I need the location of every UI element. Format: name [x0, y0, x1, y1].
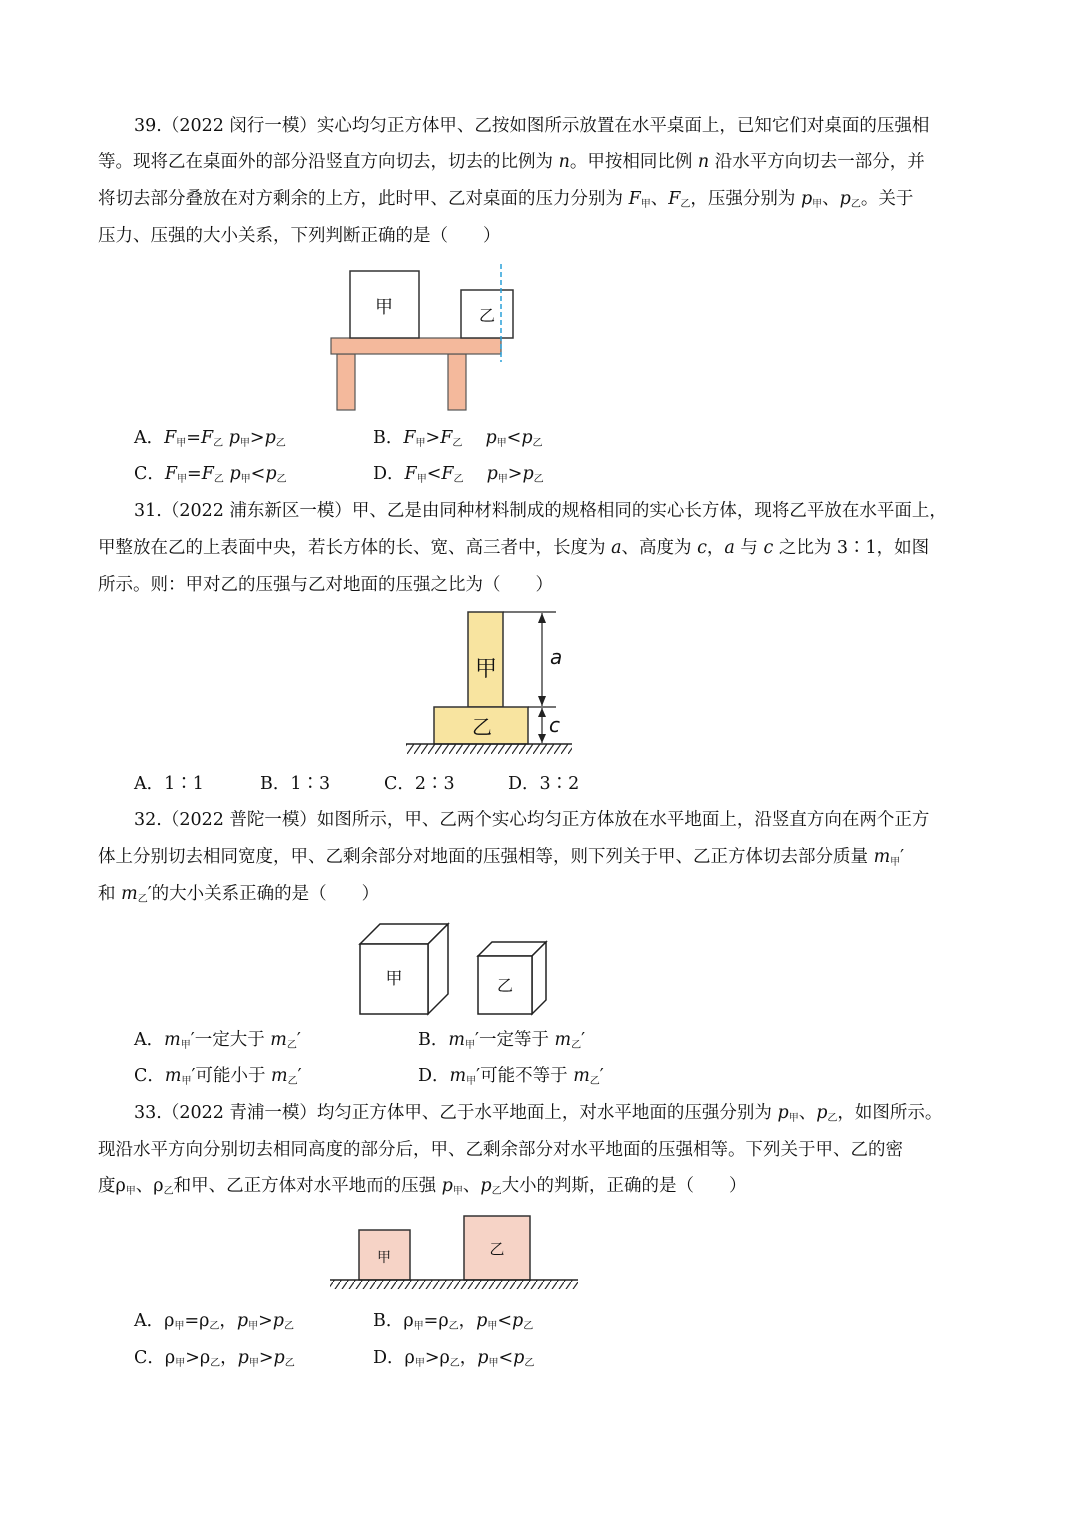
q32-text: ′的大小关系正确的是（ ）	[147, 884, 380, 904]
var-p: p	[480, 1176, 492, 1196]
cube-jia-label: 甲	[377, 1250, 391, 1266]
var-c: c	[763, 538, 774, 558]
option-text: ′一定大于	[190, 1030, 271, 1050]
var-m: m	[164, 1030, 181, 1050]
option-text: ′一定等于	[474, 1030, 555, 1050]
q32-option-c[interactable]	[134, 1064, 302, 1094]
sub-yi: 乙	[449, 1358, 460, 1369]
q32-line-3	[98, 882, 988, 912]
sub-yi: 乙	[680, 199, 691, 210]
relation: >	[258, 1311, 273, 1331]
cube-yi-label: 乙	[478, 306, 496, 325]
dim-c-label: c	[549, 713, 560, 737]
arrow-a-bottom	[538, 696, 546, 706]
q33-text: 、	[135, 1176, 154, 1196]
var-p: p	[512, 1311, 524, 1331]
sub-jia: 甲	[174, 1321, 185, 1332]
block-jia-label: 甲	[474, 657, 498, 682]
q31-text: 甲整放在乙的上表面中央，若长方体的长、宽、高三者中，长度为	[98, 538, 612, 558]
prime: ′	[599, 1066, 604, 1086]
cube-yi-label: 乙	[496, 976, 514, 995]
q33-text: 和甲、乙正方体对水平地而的压强	[173, 1176, 442, 1196]
cube-jia-label: 甲	[385, 969, 403, 989]
sub-jia: 甲	[248, 1321, 259, 1332]
q31-text: 之比为 3∶1，如图	[773, 538, 930, 558]
comma: ，	[459, 1348, 478, 1368]
option-letter: C．	[134, 464, 165, 484]
var-p: p	[521, 428, 533, 448]
sub-yi: 乙	[453, 474, 464, 485]
var-p: p	[477, 1348, 489, 1368]
q31-line-3	[98, 573, 988, 597]
var-m: m	[164, 1066, 182, 1086]
q39-header-text: 39.（2022 闵行一模）实心均匀正方体甲、乙按如图所示放置在水平桌面上，已知它们对桌面的压强相	[134, 116, 930, 136]
var-m: m	[573, 1066, 590, 1086]
sub-yi: 乙	[523, 1321, 534, 1332]
var-p: p	[441, 1176, 453, 1196]
var-F: F	[164, 464, 178, 484]
var-p: p	[486, 464, 498, 484]
sub-yi: 乙	[213, 438, 224, 449]
q39-line-3	[98, 187, 988, 217]
q32-line-1	[134, 808, 988, 832]
var-p: p	[777, 1103, 789, 1123]
q33-option-d[interactable]	[373, 1346, 534, 1376]
q39-text: 将切去部分叠放在对方剩余的上方，此时甲、乙对桌面的压力分别为	[98, 189, 629, 209]
q31-text: 与	[734, 538, 764, 558]
q32-header-text: 32.（2022 普陀一模）如图所示，甲、乙两个实心均匀正方体放在水平地面上，沿竖直方向在两个正方	[134, 810, 930, 830]
cube-jia-label: 甲	[375, 297, 393, 318]
q31-header-text: 31.（2022 浦东新区一模）甲、乙是由同种材料制成的规格相同的实心长方体，现将乙平放在水平面上，	[134, 501, 947, 521]
var-m: m	[121, 884, 138, 904]
sub-jia: 甲	[497, 474, 508, 485]
var-m: m	[270, 1030, 287, 1050]
sub-jia: 甲	[413, 1321, 424, 1332]
q39-text: 、	[650, 189, 669, 209]
var-rho: ρ	[438, 1311, 449, 1331]
q32-line-2	[98, 845, 988, 875]
sub-yi: 乙	[137, 894, 148, 905]
sub-yi: 乙	[286, 1040, 297, 1051]
var-p: p	[265, 464, 277, 484]
q31-option-b[interactable]: B．1∶3	[260, 774, 331, 794]
sub-jia: 甲	[488, 1358, 499, 1369]
arrow-c-top	[538, 708, 546, 717]
option-letter: B．	[373, 1311, 404, 1331]
q33-text: 大小的判斯，正确的是（ ）	[501, 1176, 747, 1196]
sub-yi: 乙	[491, 1186, 502, 1197]
var-p: p	[513, 1348, 525, 1368]
relation: >	[507, 464, 523, 484]
q39-text: 沿水平方向切去一部分，并	[709, 152, 925, 172]
var-m: m	[449, 1066, 467, 1086]
q32-option-d[interactable]	[418, 1064, 604, 1094]
q31-option-c[interactable]: C．2∶3	[384, 774, 455, 794]
comma: ，	[458, 1311, 477, 1331]
option-letter: A．	[134, 428, 165, 448]
sub-yi: 乙	[283, 1321, 294, 1332]
q32-option-b[interactable]	[418, 1028, 585, 1058]
var-p: p	[273, 1348, 285, 1368]
sub-jia: 甲	[180, 1040, 191, 1051]
q31-text: 所示。则：甲对乙的压强与乙对地面的压强之比为（ ）	[98, 575, 553, 595]
q39-text: 压力、压强的大小关系，下列判断正确的是（ ）	[98, 226, 501, 246]
var-p: p	[485, 428, 497, 448]
q32-text: 体上分别切去相同宽度，甲、乙剩余部分对地面的压强相等，则下列关于甲、乙正方体切去部分质量	[98, 847, 874, 867]
option-letter: D．	[373, 1348, 405, 1368]
var-p: p	[236, 1311, 249, 1331]
var-p: p	[264, 428, 276, 448]
var-a: a	[724, 538, 735, 558]
sub-jia: 甲	[176, 438, 187, 449]
var-p: p	[228, 428, 240, 448]
var-F: F	[404, 464, 417, 484]
q33-text: 、	[798, 1103, 817, 1123]
var-p: p	[522, 464, 534, 484]
var-rho: ρ	[199, 1348, 211, 1368]
q39-option-a[interactable]	[134, 426, 286, 456]
relation: >	[185, 1348, 200, 1368]
sub-jia: 甲	[496, 438, 507, 449]
prime: ′	[581, 1030, 586, 1050]
prime: ′	[296, 1030, 301, 1050]
var-F: F	[200, 428, 214, 448]
sub-jia: 甲	[487, 1321, 498, 1332]
relation: =	[184, 1311, 200, 1331]
sub-jia: 甲	[466, 1076, 477, 1087]
sub-yi: 乙	[452, 438, 463, 449]
sub-yi: 乙	[532, 438, 543, 449]
table-leg-left	[337, 354, 355, 410]
var-F: F	[201, 464, 214, 484]
var-p: p	[800, 189, 813, 209]
var-p: p	[839, 189, 851, 209]
var-rho: ρ	[153, 1176, 164, 1196]
relation: >	[424, 1348, 440, 1368]
q39-figure	[320, 258, 520, 414]
relation: <	[498, 1348, 514, 1368]
var-p: p	[237, 1348, 249, 1368]
q33-header-text: 33.（2022 青浦一模）均匀正方体甲、乙于水平地面上，对水平地面的压强分别为	[134, 1103, 778, 1123]
arrow-a-top	[538, 613, 546, 623]
q32-figure	[352, 916, 552, 1018]
option-letter: B．	[373, 428, 404, 448]
sub-yi: 乙	[275, 438, 286, 449]
q31-figure	[400, 604, 580, 756]
sub-jia: 甲	[414, 1358, 425, 1369]
cube-yi-label: 乙	[489, 1240, 505, 1258]
var-p: p	[476, 1311, 488, 1331]
sub-yi: 乙	[571, 1040, 582, 1051]
sub-jia: 甲	[239, 438, 250, 449]
q33-text: 、	[462, 1176, 481, 1196]
q31-text: ，	[706, 538, 725, 558]
option-letter: A．	[134, 1030, 165, 1050]
q31-line-2	[98, 536, 988, 560]
q39-text: 。关于	[860, 189, 914, 209]
var-p: p	[816, 1103, 828, 1123]
sub-jia: 甲	[240, 474, 251, 485]
q39-line-4	[98, 224, 988, 248]
q33-text: ，如图所示。	[837, 1103, 943, 1123]
sub-yi: 乙	[589, 1076, 600, 1087]
relation: =	[423, 1311, 439, 1331]
relation: <	[426, 464, 442, 484]
relation: =	[186, 428, 201, 448]
var-rho: ρ	[164, 1348, 176, 1368]
sub-jia: 甲	[452, 1186, 463, 1197]
option-letter: A．	[134, 1311, 165, 1331]
var-F: F	[628, 189, 641, 209]
relation: >	[249, 428, 265, 448]
sub-yi: 乙	[284, 1358, 295, 1369]
var-m: m	[271, 1066, 288, 1086]
relation: <	[250, 464, 266, 484]
var-p: p	[272, 1311, 284, 1331]
sub-yi: 乙	[524, 1358, 535, 1369]
table-top	[331, 338, 501, 354]
sub-yi: 乙	[209, 1321, 220, 1332]
var-F: F	[440, 428, 453, 448]
q31-option-a[interactable]: A．1∶1	[134, 774, 204, 794]
option-text: ′可能不等于	[476, 1066, 574, 1086]
var-rho: ρ	[439, 1348, 450, 1368]
q39-line-1	[134, 114, 988, 138]
q39-option-d[interactable]	[373, 462, 544, 492]
var-m: m	[554, 1030, 572, 1050]
table-leg-right	[448, 354, 466, 410]
option-letter: B．	[418, 1030, 449, 1050]
sub-jia: 甲	[788, 1113, 799, 1124]
ground-hatch	[330, 1280, 578, 1289]
q31-line-1	[134, 499, 988, 523]
q39-text: 等。现将乙在桌面外的部分沿竖直方向切去，切去的比例为	[98, 152, 559, 172]
q39-text: 。甲按相同比例	[569, 152, 698, 172]
q32-option-a[interactable]	[134, 1028, 301, 1058]
spacer	[464, 464, 482, 484]
var-rho: ρ	[403, 1311, 414, 1331]
prime: ′	[297, 1066, 302, 1086]
q33-option-a[interactable]	[134, 1309, 294, 1339]
option-letter: C．	[134, 1348, 165, 1368]
var-rho: ρ	[404, 1348, 415, 1368]
sub-jia: 甲	[181, 1076, 192, 1087]
sub-yi: 乙	[827, 1113, 838, 1124]
q33-option-b[interactable]	[373, 1309, 533, 1339]
sub-jia: 甲	[464, 1040, 475, 1051]
option-letter: D．	[418, 1066, 450, 1086]
var-m: m	[448, 1030, 465, 1050]
sub-yi: 乙	[276, 474, 287, 485]
q39-option-b[interactable]	[373, 426, 543, 456]
comma: ，	[220, 1348, 238, 1368]
sub-jia: 甲	[812, 199, 823, 210]
option-text: ′可能小于	[191, 1066, 272, 1086]
var-n: n	[558, 152, 570, 172]
sub-yi: 乙	[533, 474, 544, 485]
var-rho: ρ	[199, 1311, 210, 1331]
var-F: F	[403, 428, 416, 448]
var-p: p	[229, 464, 241, 484]
sub-yi: 乙	[213, 474, 224, 485]
sub-jia: 甲	[248, 1358, 259, 1369]
comma: ，	[219, 1311, 237, 1331]
q39-text: ，压强分别为	[690, 189, 801, 209]
var-F: F	[441, 464, 454, 484]
sub-yi: 乙	[850, 199, 861, 210]
q39-text: 、	[822, 189, 840, 209]
sub-yi: 乙	[448, 1321, 459, 1332]
relation: >	[425, 428, 441, 448]
var-rho: ρ	[115, 1176, 126, 1196]
var-a: a	[611, 538, 622, 558]
var-F: F	[164, 428, 177, 448]
q31-text: 、高度为	[621, 538, 698, 558]
sub-jia: 甲	[640, 199, 651, 210]
sub-jia: 甲	[177, 474, 188, 485]
sub-jia: 甲	[175, 1358, 186, 1369]
q33-option-c[interactable]	[134, 1346, 295, 1376]
relation: =	[187, 464, 202, 484]
q33-line-2	[98, 1138, 988, 1162]
q32-text: ′	[900, 847, 905, 867]
var-m: m	[873, 847, 891, 867]
dim-a-label: a	[550, 645, 563, 669]
ground-hatch	[406, 744, 572, 754]
sub-jia: 甲	[415, 438, 426, 449]
arrow-c-bottom	[538, 734, 546, 743]
q33-line-3	[98, 1174, 988, 1204]
option-letter: D．	[373, 464, 405, 484]
var-n: n	[697, 152, 710, 172]
sub-yi: 乙	[163, 1186, 174, 1197]
block-yi-label: 乙	[472, 715, 492, 739]
var-rho: ρ	[164, 1311, 175, 1331]
var-c: c	[697, 538, 707, 558]
sub-yi: 乙	[287, 1076, 298, 1087]
q32-text: 和	[98, 884, 122, 904]
sub-jia: 甲	[125, 1186, 136, 1197]
sub-yi: 乙	[210, 1358, 221, 1369]
q39-option-c[interactable]	[134, 462, 287, 492]
q39-line-2	[98, 150, 988, 174]
sub-jia: 甲	[890, 857, 901, 868]
q31-option-d[interactable]: D．3∶2	[508, 774, 580, 794]
sub-jia: 甲	[416, 474, 427, 485]
q33-line-1	[134, 1101, 988, 1131]
q33-text: 现沿水平方向分别切去相同高度的部分后，甲、乙剩余部分对水平地面的压强相等。下列关于甲、乙的密	[98, 1140, 903, 1160]
relation: <	[497, 1311, 513, 1331]
var-F: F	[668, 189, 681, 209]
q33-figure	[326, 1212, 582, 1296]
option-letter: C．	[134, 1066, 165, 1086]
relation: >	[258, 1348, 274, 1368]
spacer	[462, 428, 480, 448]
q33-text: 度	[98, 1176, 116, 1196]
relation: <	[506, 428, 522, 448]
